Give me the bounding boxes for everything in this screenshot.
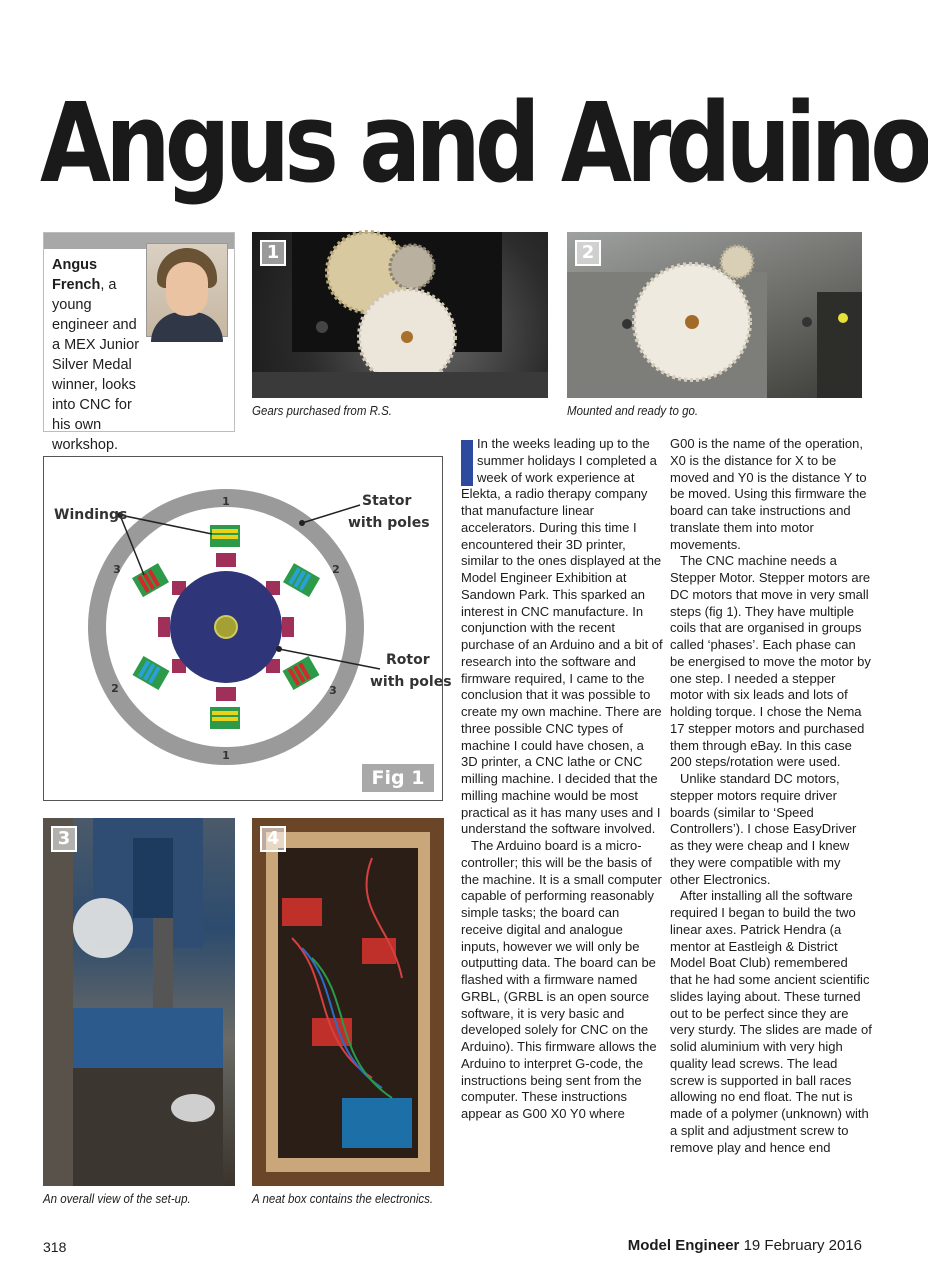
author-name: Angus French [52,257,101,293]
body-paragraph: After installing all the software required I began to build the two linear axes. Patrick Hendra (a mentor at Eastleigh & District Model Boat Club) remembered that he had some ancient scientific slides laying about. These turned out to be perfect since they are very sturdy. The slides are made of solid aluminium with very high quality lead screws. The lead screw is supported in ball races allowing no end float. The nut is made of a polymer (unknown) with a split and adjustment screw to remove play and hence end [670,888,872,1155]
magazine-name: Model Engineer [627,1237,740,1254]
drop-cap [461,440,473,486]
photo-caption: Gears purchased from R.S. [252,404,392,418]
coil-number: 2 [332,563,340,576]
coil-1-top [210,525,240,547]
body-paragraph: Unlike standard DC motors, stepper motors require driver boards (similar to ‘Speed Controllers’). I chose EasyDriver as they were cheap and I knew they were compatible with my other Electronics. [670,771,857,887]
coil-number: 3 [329,684,337,697]
stepper-motor-svg [44,457,452,800]
coil-number: 1 [222,495,230,508]
coil-1-bottom [210,707,240,729]
windings-label: Windings [54,507,128,523]
figure-label: Fig 1 [362,764,434,792]
mounted-gears-image [567,232,862,398]
photo-mounted-gears [567,232,862,398]
coil-number: 2 [111,682,119,695]
photo-number: 2 [575,240,601,266]
stator-label: with poles [348,515,430,531]
photo-electronics-box [252,818,444,1186]
rotor-label: with poles [370,674,452,690]
author-box [43,232,235,453]
body-paragraph: The CNC machine needs a Stepper Motor. Stepper motors are DC motors that move in very small steps (fig 1). They have multiple coils that are organised in groups called ‘phases’. Each phase can be energised to move the motor by one step. I needed a stepper motor with six leads and lots of holding torque. I chose the Nema 17 stepper motors and purchased them through eBay. In this case 200 steps/rotation were used. [670,553,871,770]
photo-number: 4 [260,826,286,852]
stepper-motor-diagram [43,456,452,801]
photo-caption: An overall view of the set-up. [43,1192,191,1206]
photo-gears [252,232,548,398]
article-column-1 [461,436,663,1123]
photo-number: 3 [51,826,77,852]
issue-date: 19 February 2016 [743,1237,862,1254]
body-paragraph: In the weeks leading up to the summer holidays I completed a week of work experience at Elekta, a radio therapy company that manufacture linear accelerators. During this time I encountered their 3D printer, similar to the ones displayed at the Model Engineer Exhibition at Sandown Park. This sparked an interest in CNC manufacture. In conjunction with the recent purchase of an Arduino and a bit of research into the software and firmware required, I came to the conclusion that it was possible to create my own machine. There are three possible CNC types of machine I could have chosen, a 3D printer, a CNC lathe or CNC milling machine. I decided that the milling machine would be most practical as it has many uses and I understand the software involved. [461,436,663,837]
page-number: 318 [43,1239,67,1255]
article-column-2 [670,436,872,1156]
photo-caption: A neat box contains the electronics. [252,1192,434,1206]
coil-number: 3 [113,563,121,576]
photo-setup [43,818,235,1186]
rotor-label: Rotor [386,652,430,668]
coil-number: 1 [222,749,230,762]
gears-image [252,232,548,398]
author-intro [52,255,230,455]
electronics-box-image [252,818,444,1186]
article-title: Angus and Arduino [40,79,928,207]
body-paragraph: The Arduino board is a micro-controller; this will be the basis of the machine. It is a small computer capable of performing reasonably simple tasks; the board can receive digital and analogue inputs, however we will only be outputting data. The board can be flashed with a firmware named GRBL, (GRBL is an open source software, it is very basic and developed solely for CNC on the Arduino). This firmware allows the Arduino to interpret G-code, the instructions being sent from the computer. These instructions appear as G00 X0 Y0 where [461,838,662,1121]
setup-image [43,818,235,1186]
body-paragraph: G00 is the name of the operation, X0 is the distance for X to be moved and Y0 is the distance Y to be moved. Using this firmware the board can take instructions and translate them into motor movements. [670,436,867,552]
stator-label: Stator [362,493,412,509]
photo-caption: Mounted and ready to go. [567,404,699,418]
author-intro-text: , a young engineer and a MEX Junior Silver Medal winner, looks into CNC for his own workshop. [52,277,140,453]
photo-number: 1 [260,240,286,266]
footer-publication [628,1237,862,1254]
